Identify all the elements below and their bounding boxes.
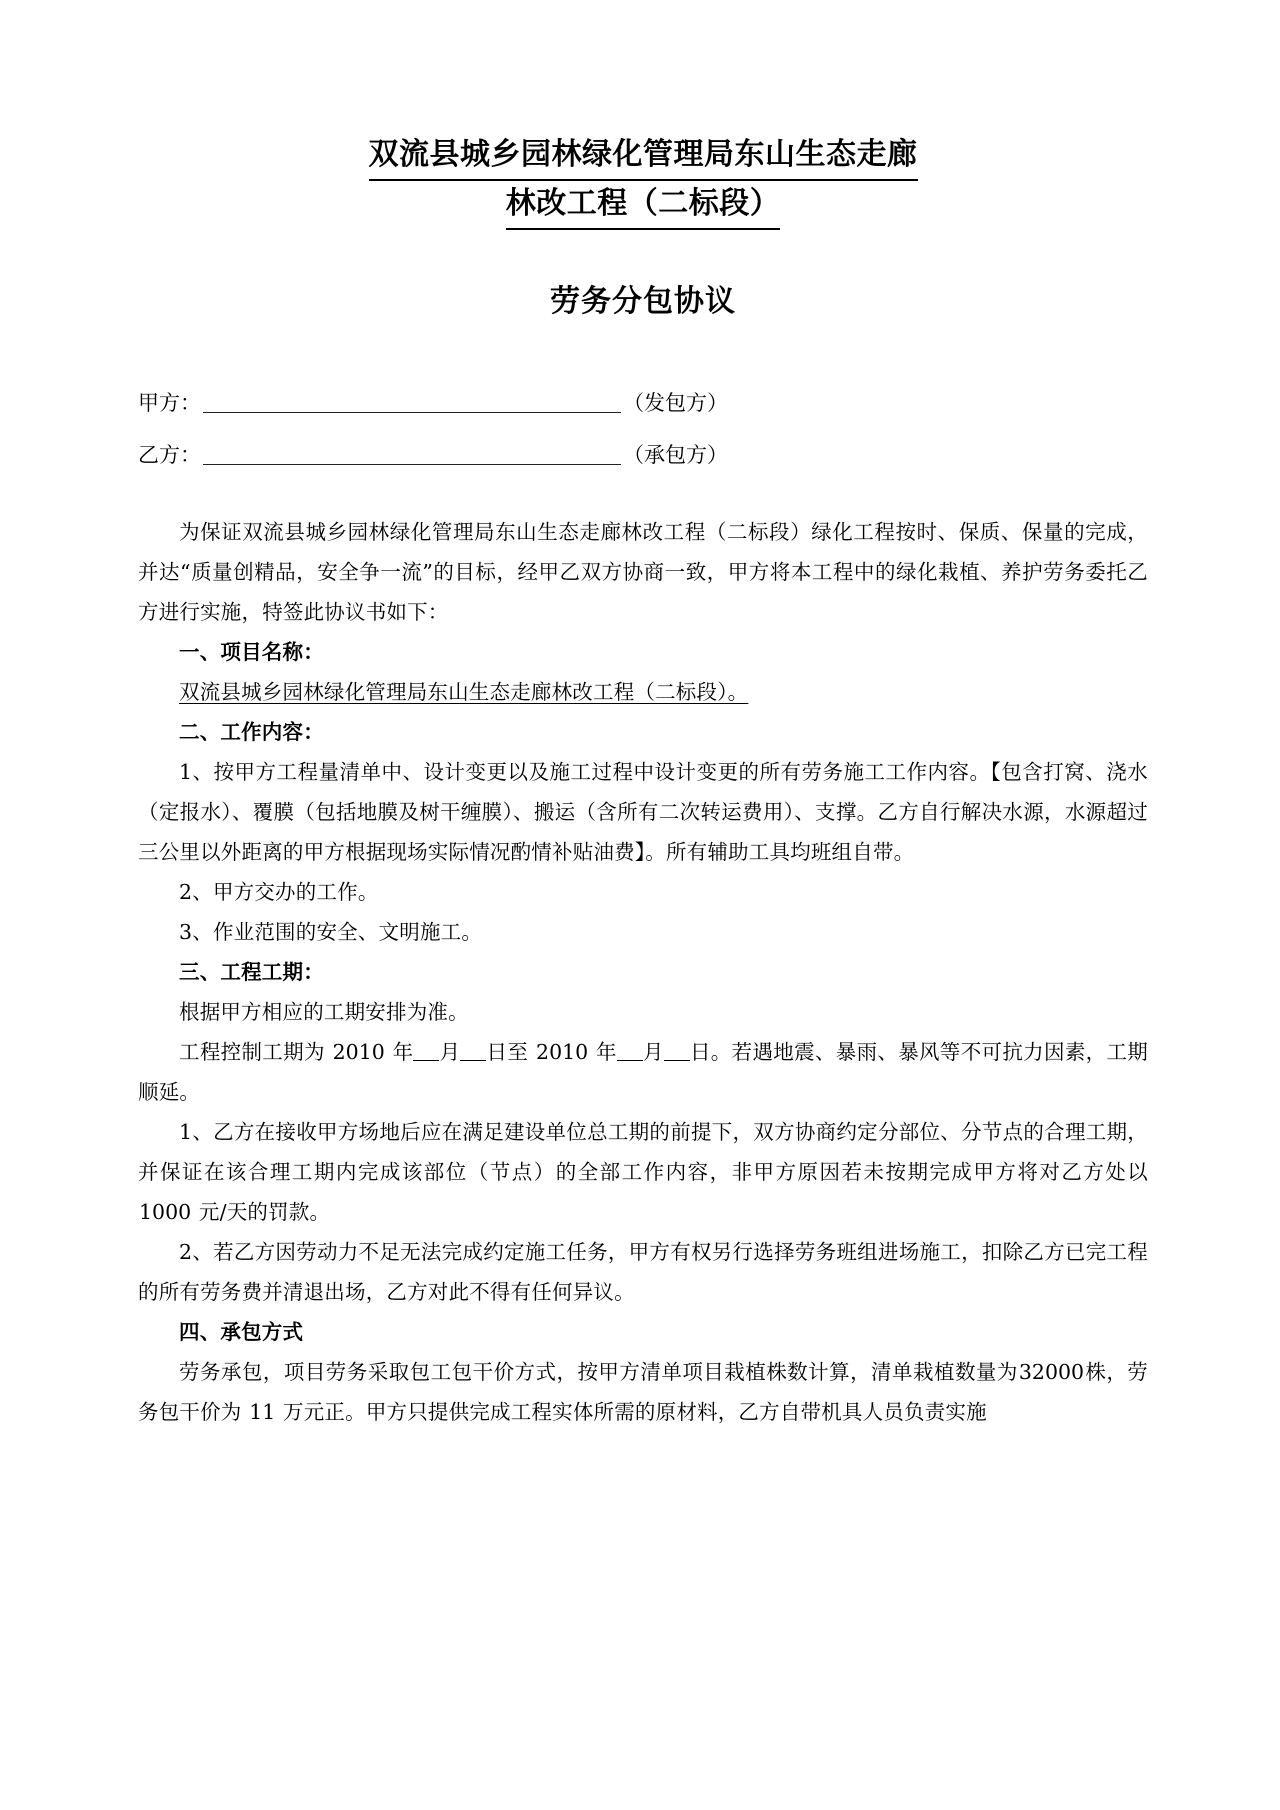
section-3-schedule-paragraph	[138, 1032, 1148, 1112]
schedule-tail-text: 日。若遇地震、暴雨、暴风等不可抗力因素，工期顺延。	[138, 1040, 1148, 1104]
party-a-input[interactable]	[203, 392, 621, 413]
section-3-item-1-text-b: 元/天的罚款。	[192, 1200, 331, 1224]
schedule-month-label-2: 月	[642, 1040, 664, 1064]
section-3-item-2: 2、若乙方因劳动力不足无法完成约定施工任务，甲方有权另行选择劳务班组进场施工，扣除乙方已完工程的所有劳务费并清退出场，乙方对此不得有任何异议。	[138, 1240, 1148, 1304]
document-title-line-2: 林改工程（二标段）	[506, 181, 781, 230]
schedule-end-year: 2010	[536, 1040, 589, 1064]
section-1-project-name	[138, 672, 1148, 712]
preamble-paragraph: 为保证双流县城乡园林绿化管理局东山生态走廊林改工程（二标段）绿化工程按时、保质、保量的完成，并达“质量创精品，安全争一流”的目标，经甲乙双方协商一致，甲方将本工程中的绿化栽植、养护劳务委托乙方进行实施，特签此协议书如下：	[138, 520, 1148, 624]
section-4-heading: 四、承包方式	[179, 1320, 304, 1344]
schedule-start-day-blank[interactable]	[460, 1043, 486, 1061]
party-a-label: 甲方：	[138, 391, 201, 415]
schedule-end-month-blank[interactable]	[617, 1043, 643, 1061]
section-3-heading: 三、工程工期：	[179, 960, 324, 984]
schedule-month-label-1: 月	[439, 1040, 461, 1064]
section-2-item-1: 1、按甲方工程量清单中、设计变更以及施工过程中设计变更的所有劳务施工工作内容。【包含打窝、浇水（定报水）、覆膜（包括地膜及树干缠膜）、搬运（含所有二次转运费用）、支撑。乙方自行解决水源，水源超过三公里以外距离的甲方根据现场实际情况酌情补贴油费】。所有辅助工具均班组自带。	[138, 760, 1148, 864]
section-4-paragraph	[138, 1352, 1148, 1432]
planting-quantity: 32000	[1018, 1360, 1085, 1384]
party-b-label: 乙方：	[138, 443, 201, 467]
contract-price: 11	[249, 1400, 276, 1424]
document-title	[138, 0, 1148, 230]
section-1-heading: 一、项目名称：	[179, 640, 324, 664]
section-2-heading: 二、工作内容：	[179, 720, 324, 744]
section-4-text-a: 劳务承包，项目劳务采取包工包干价方式，按甲方清单项目栽植株数计算，清单栽植数量为	[179, 1360, 1018, 1384]
document-title-line-1: 双流县城乡园林绿化管理局东山生态走廊	[369, 132, 918, 181]
penalty-amount: 1000	[139, 1200, 192, 1224]
party-b-input[interactable]	[203, 444, 621, 465]
schedule-end-day-blank[interactable]	[664, 1043, 690, 1061]
party-a-row	[138, 388, 1148, 418]
party-b-suffix: （承包方）	[623, 443, 728, 467]
section-2-item-3: 3、作业范围的安全、文明施工。	[179, 920, 483, 944]
document-sheet	[138, 0, 1148, 1432]
section-2-item-2: 2、甲方交办的工作。	[179, 880, 379, 904]
schedule-year-label-2: 年	[589, 1040, 617, 1064]
schedule-year-label-1: 年	[385, 1040, 414, 1064]
section-3-paragraph-1: 根据甲方相应的工期安排为准。	[179, 1000, 469, 1024]
schedule-day-label-1: 日至	[486, 1040, 536, 1064]
party-fields	[138, 388, 1148, 470]
section-4-text-b: 株，劳务包干价为	[138, 1360, 1148, 1424]
document-subtitle: 劳务分包协议	[550, 284, 736, 319]
schedule-prefix: 工程控制工期为	[179, 1040, 332, 1064]
schedule-start-month-blank[interactable]	[413, 1043, 439, 1061]
section-3-item-1	[138, 1112, 1148, 1232]
document-body	[138, 512, 1148, 1432]
party-a-suffix: （发包方）	[623, 391, 728, 415]
section-4-text-c: 万元正。甲方只提供完成工程实体所需的原材料，乙方自带机具人员负责实施	[276, 1400, 987, 1424]
schedule-start-year: 2010	[332, 1040, 385, 1064]
party-b-row	[138, 440, 1148, 470]
project-name-underlined: 双流县城乡园林绿化管理局东山生态走廊林改工程（二标段）。	[179, 680, 749, 704]
section-3-item-1-text-a: 1、乙方在接收甲方场地后应在满足建设单位总工期的前提下，双方协商约定分部位、分节点的合理工期，并保证在该合理工期内完成该部位（节点）的全部工作内容，非甲方原因若未按期完成甲方将对乙方处以	[138, 1120, 1148, 1184]
